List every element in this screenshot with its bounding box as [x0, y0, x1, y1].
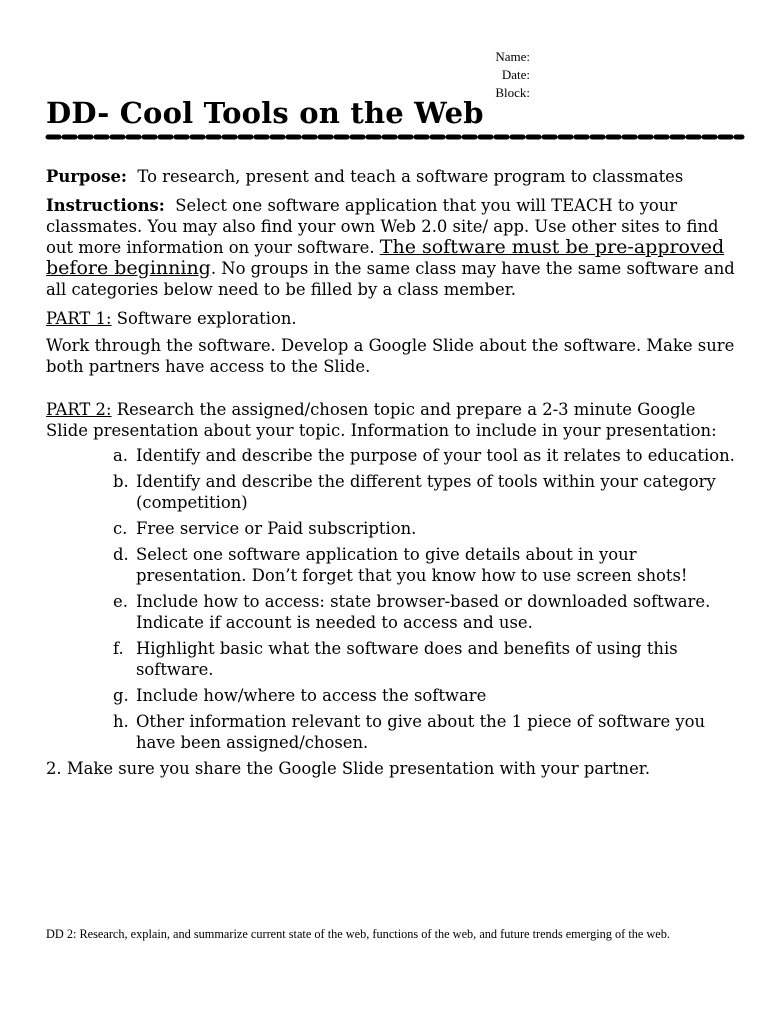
list-item: [113, 471, 736, 513]
list-item: [113, 685, 736, 706]
step-2-text: Make sure you share the Google Slide presentation with your partner.: [66, 759, 651, 778]
list-item-marker: g.: [113, 686, 129, 705]
list-item: [113, 711, 736, 753]
instructions-paragraph: [46, 195, 736, 300]
purpose-paragraph: [46, 166, 736, 187]
list-item-text: Identify and describe the purpose of your tool as it relates to education.: [136, 446, 735, 465]
part2-paragraph: [46, 399, 736, 441]
list-item-marker: a.: [113, 446, 128, 465]
step-2: [46, 758, 736, 779]
student-info-fields: [488, 48, 530, 102]
instructions-text-2: . No groups in the same class may have the same software and all categories below need to be filled by a class member.: [46, 259, 735, 299]
list-item-marker: b.: [113, 472, 129, 491]
list-item: [113, 445, 736, 466]
list-item: [113, 638, 736, 680]
list-item-marker: e.: [113, 592, 128, 611]
list-item: [113, 518, 736, 539]
part1-text: Work through the software. Develop a Google Slide about the software. Make sure both partners have access to the Slide.: [46, 336, 735, 376]
instructions-emphasis: The software must be pre-approved before beginning: [46, 236, 725, 279]
part2-requirements-list: [46, 445, 736, 753]
list-item-marker: c.: [113, 519, 128, 538]
purpose-label: Purpose:: [46, 167, 127, 186]
part2-label: PART 2:: [46, 400, 112, 419]
block-field-label: Block:: [495, 85, 530, 100]
list-item-marker: h.: [113, 712, 129, 731]
part2-text: Research the assigned/chosen topic and prepare a 2-3 minute Google Slide presentation about your topic. Information to include in your presentation:: [46, 400, 717, 440]
purpose-text: To research, present and teach a software program to classmates: [137, 167, 684, 186]
instructions-label: Instructions:: [46, 196, 165, 215]
assignment-body: [46, 166, 736, 779]
part1-heading: [46, 308, 736, 329]
list-item-text: Include how/where to access the software: [136, 686, 487, 705]
list-item-text: Include how to access: state browser-based or downloaded software. Indicate if account is needed to access and use.: [136, 592, 711, 632]
dashed-divider: [44, 130, 746, 144]
step-2-marker: 2.: [46, 759, 62, 778]
instructions-text-1: Select one software application that you will TEACH to your classmates. You may also find your own Web 2.0 site/ app. Use other sites to find out more information on your software.: [46, 196, 719, 257]
list-item: [113, 591, 736, 633]
name-field-label: Name:: [495, 49, 530, 64]
part1-heading-text: Software exploration.: [116, 309, 297, 328]
date-field-label: Date:: [501, 67, 530, 82]
page-title: DD- Cool Tools on the Web: [46, 96, 484, 130]
list-item: [113, 544, 736, 586]
part1-label: PART 1:: [46, 309, 112, 328]
list-item-text: Identify and describe the different types of tools within your category (competition): [136, 472, 716, 512]
list-item-marker: f.: [113, 639, 124, 658]
list-item-marker: d.: [113, 545, 129, 564]
list-item-text: Free service or Paid subscription.: [136, 519, 417, 538]
standard-footnote: DD 2: Research, explain, and summarize current state of the web, functions of the web, and future trends emerging of the web.: [46, 927, 670, 941]
list-item-text: Highlight basic what the software does and benefits of using this software.: [136, 639, 678, 679]
list-item-text: Select one software application to give details about in your presentation. Don’t forget that you know how to use screen shots!: [136, 545, 688, 585]
list-item-text: Other information relevant to give about the 1 piece of software you have been assigned/chosen.: [136, 712, 706, 752]
